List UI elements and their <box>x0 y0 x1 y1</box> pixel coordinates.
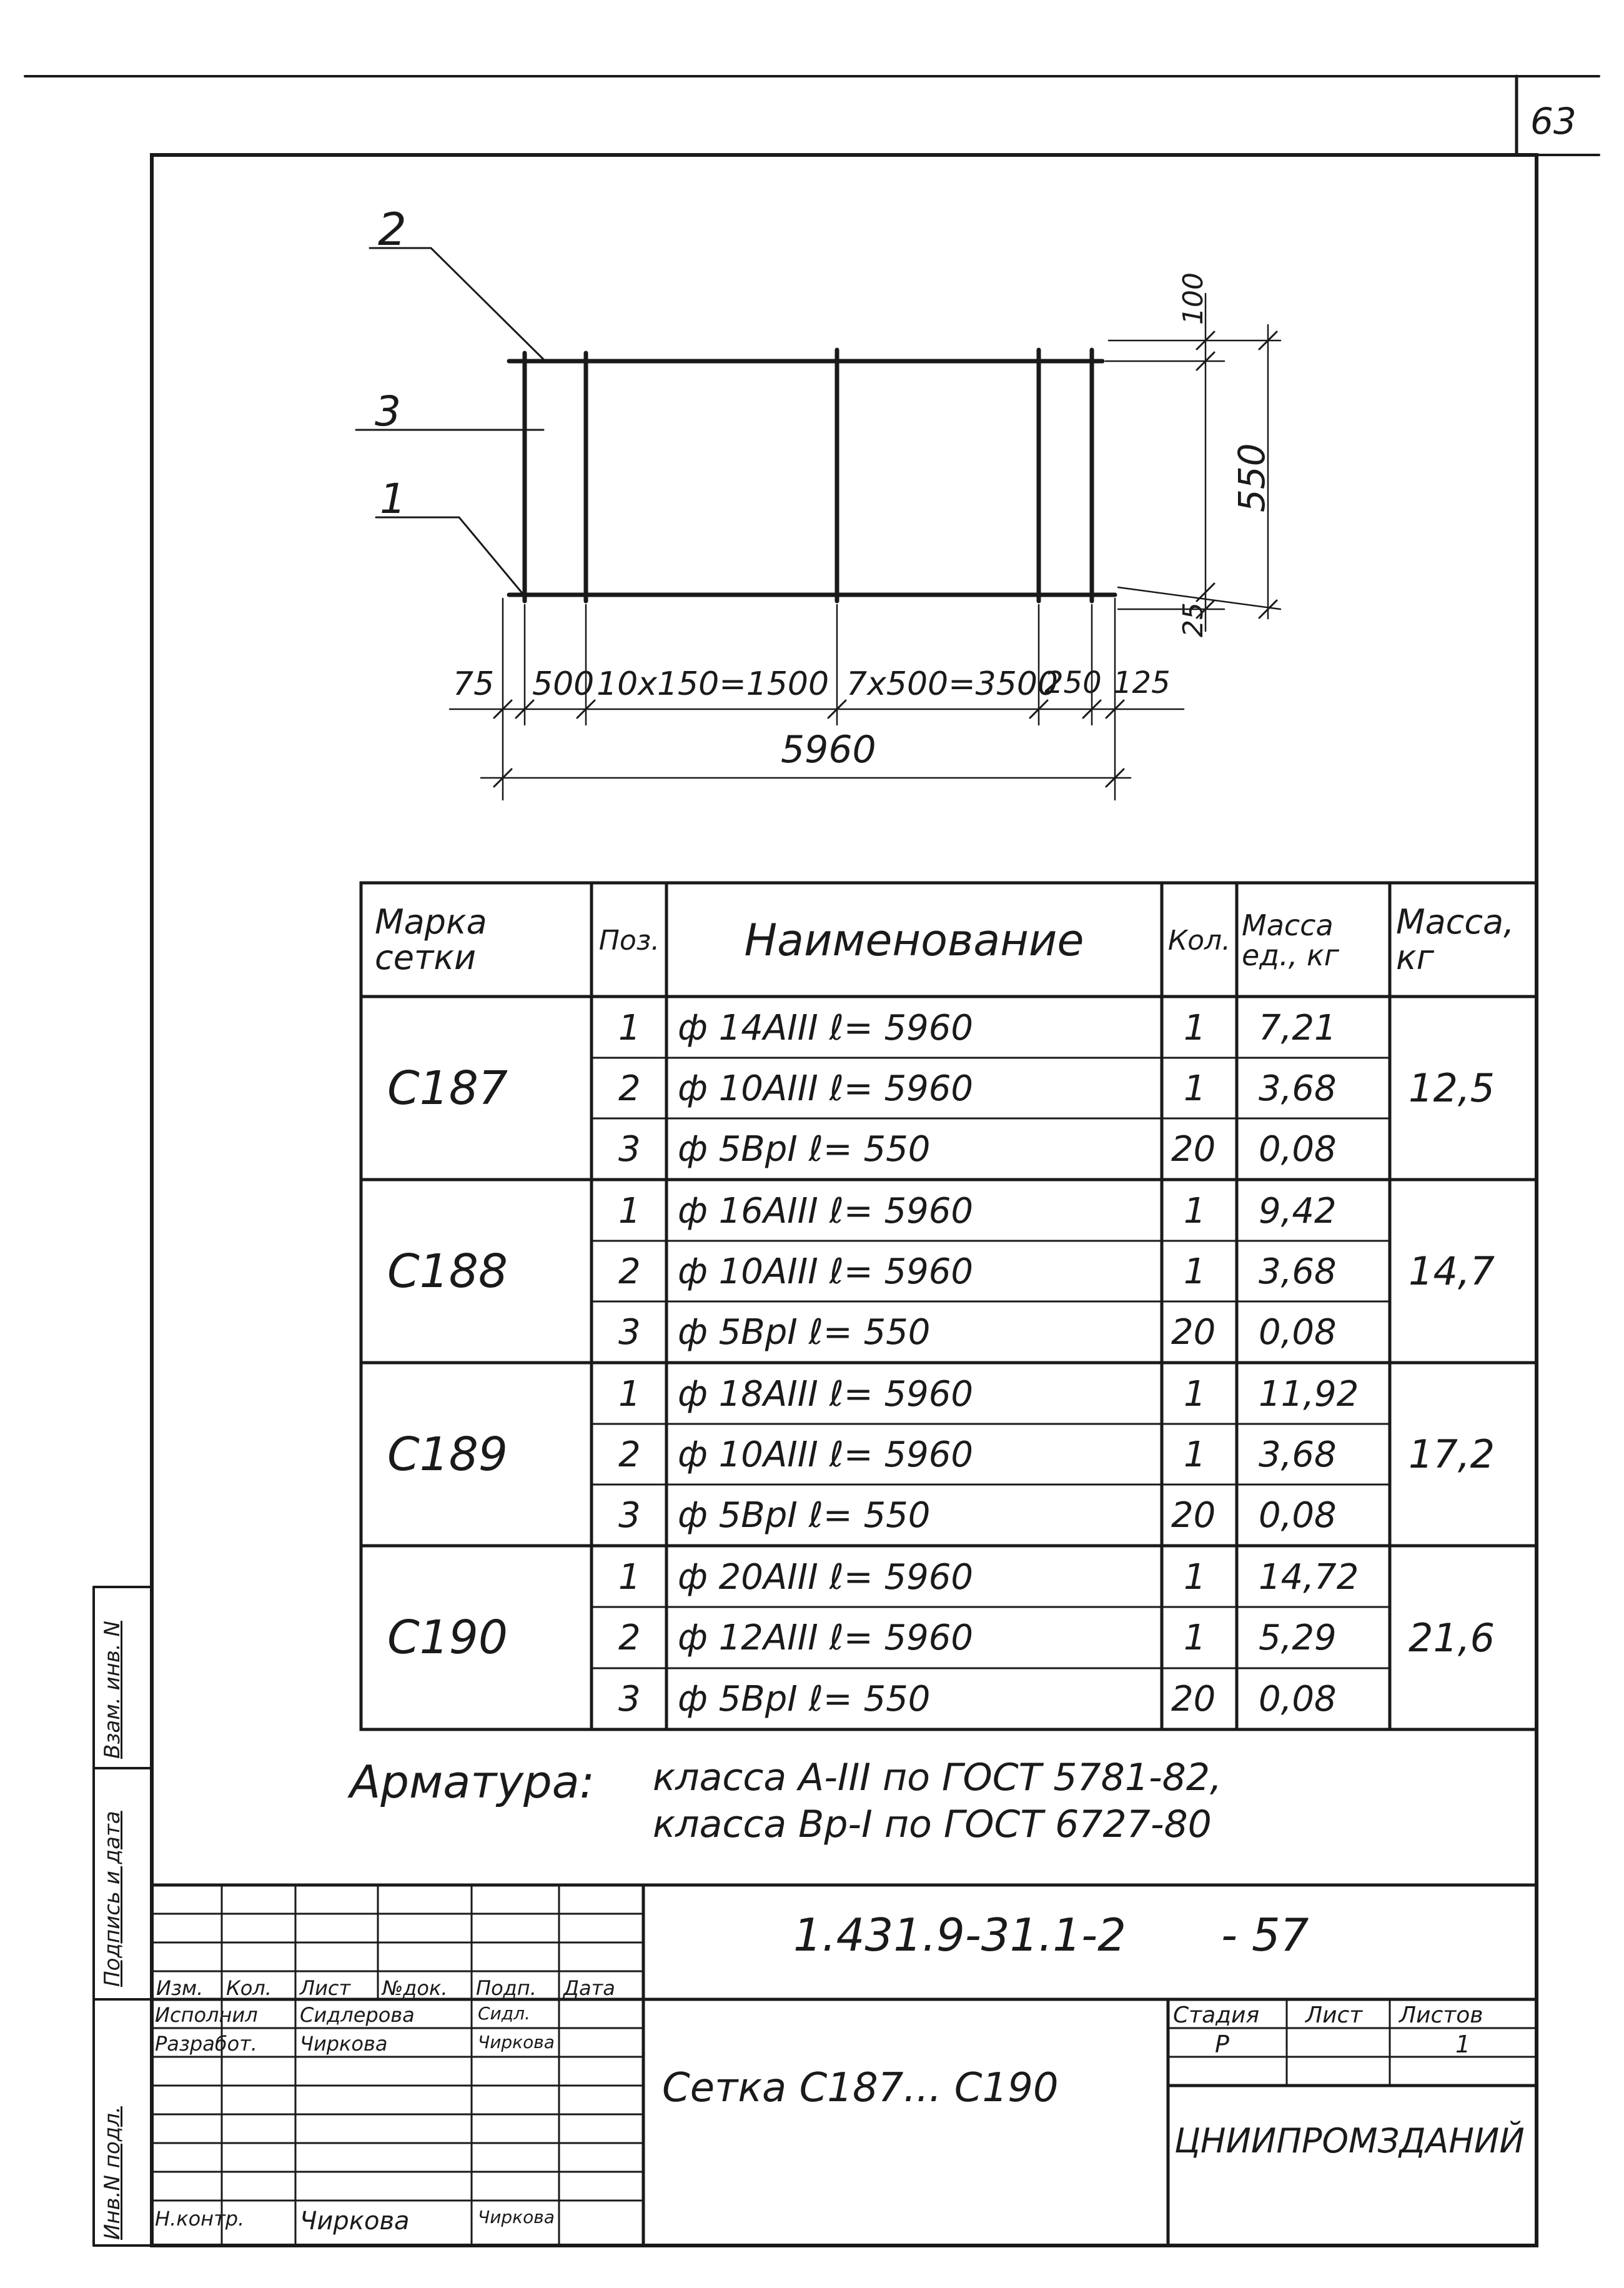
header-mark: Марка сетки <box>375 902 487 977</box>
organization-name: ЦНИИПРОМЗДАНИЙ <box>1174 2121 1525 2161</box>
stamp-role: Н.контр. <box>155 2207 245 2231</box>
table-row-unit-mass: 0,08 <box>1259 1128 1337 1170</box>
stamp-col-data: Дата <box>563 1976 615 2000</box>
table-row-qty: 1 <box>1184 1556 1206 1598</box>
stamp-col-kol: Кол. <box>226 1976 272 2000</box>
callout-2: 2 <box>378 203 407 256</box>
dim-25: 25 <box>1177 602 1209 637</box>
table-row-qty: 20 <box>1171 1495 1216 1536</box>
table-row-pos: 3 <box>618 1678 641 1719</box>
side-label-vzam-inv: Взам. инв. N <box>100 1621 125 1759</box>
dim-250: 250 <box>1044 665 1102 700</box>
table-row-unit-mass: 3,68 <box>1259 1251 1337 1292</box>
table-row-pos: 2 <box>618 1617 641 1658</box>
table-row-unit-mass: 3,68 <box>1259 1434 1337 1475</box>
table-row-unit-mass: 11,92 <box>1259 1373 1359 1415</box>
group-mass-c190: 21,6 <box>1409 1614 1495 1661</box>
table-row-qty: 1 <box>1184 1068 1206 1109</box>
dim-125: 125 <box>1113 665 1171 700</box>
stamp-person: Чиркова <box>300 2032 388 2056</box>
header-qty: Кол. <box>1167 924 1231 957</box>
table-row-name: ф 5ВрI ℓ= 550 <box>678 1311 931 1353</box>
dim-550: 550 <box>1230 443 1273 512</box>
stamp-signature: Чиркова <box>478 2032 555 2052</box>
table-row-qty: 1 <box>1184 1251 1206 1292</box>
table-row-pos: 3 <box>618 1128 641 1170</box>
table-row-pos: 2 <box>618 1434 641 1475</box>
table-row-qty: 1 <box>1184 1434 1206 1475</box>
table-row-unit-mass: 0,08 <box>1259 1311 1337 1353</box>
dim-7x500: 7x500=3500 <box>846 665 1059 703</box>
header-mass: Масса, кг <box>1396 902 1515 977</box>
table-row-name: ф 14АIII ℓ= 5960 <box>678 1007 973 1048</box>
notes-line-1: класса А-III по ГОСТ 5781-82, <box>653 1756 1222 1799</box>
table-row-qty: 1 <box>1184 1007 1206 1048</box>
stamp-signature: Сидл. <box>478 2003 530 2024</box>
table-row-unit-mass: 0,08 <box>1259 1495 1337 1536</box>
table-row-pos: 3 <box>618 1311 641 1353</box>
table-row-unit-mass: 14,72 <box>1259 1556 1359 1598</box>
stamp-role: Разработ. <box>155 2032 257 2056</box>
stamp-role: Исполнил <box>155 2003 258 2027</box>
stamp-signature: Чиркова <box>478 2207 555 2227</box>
header-pos: Поз. <box>598 924 660 957</box>
dim-75: 75 <box>453 665 495 703</box>
rebar-mesh-drawing <box>356 248 1280 800</box>
stamp-col-izm: Изм. <box>156 1976 204 2000</box>
notes-line-2: класса Вр-I по ГОСТ 6727-80 <box>653 1803 1212 1846</box>
sheets-value: 1 <box>1455 2031 1471 2058</box>
dim-5960: 5960 <box>781 728 876 772</box>
table-row-pos: 1 <box>618 1373 641 1415</box>
table-row-name: ф 10АIII ℓ= 5960 <box>678 1434 973 1475</box>
table-row-unit-mass: 3,68 <box>1259 1068 1337 1109</box>
table-row-name: ф 12АIII ℓ= 5960 <box>678 1617 973 1658</box>
stage-header: Стадия <box>1173 2002 1260 2028</box>
sheet-header: Лист <box>1305 2002 1363 2028</box>
table-row-qty: 1 <box>1184 1617 1206 1658</box>
group-mass-c189: 17,2 <box>1409 1431 1495 1477</box>
table-row-unit-mass: 7,21 <box>1259 1007 1337 1048</box>
table-row-pos: 2 <box>618 1068 641 1109</box>
table-row-pos: 2 <box>618 1251 641 1292</box>
table-row-unit-mass: 5,29 <box>1259 1617 1337 1658</box>
table-row-name: ф 18АIII ℓ= 5960 <box>678 1373 973 1415</box>
table-row-qty: 20 <box>1171 1311 1216 1353</box>
table-row-qty: 1 <box>1184 1190 1206 1231</box>
table-row-qty: 20 <box>1171 1678 1216 1719</box>
table-row-name: ф 10АIII ℓ= 5960 <box>678 1251 973 1292</box>
table-row-name: ф 10АIII ℓ= 5960 <box>678 1068 973 1109</box>
stage-value: Р <box>1215 2031 1229 2058</box>
table-row-name: ф 16АIII ℓ= 5960 <box>678 1190 973 1231</box>
header-unit-mass: Масса ед., кг <box>1242 908 1339 972</box>
table-row-name: ф 5ВрI ℓ= 550 <box>678 1495 931 1536</box>
sheets-header: Листов <box>1399 2002 1483 2028</box>
callout-3: 3 <box>375 387 401 435</box>
table-row-name: ф 5ВрI ℓ= 550 <box>678 1128 931 1170</box>
dim-10x150: 10x150=1500 <box>597 665 829 703</box>
doc-code: 1.431.9-31.1-2 <box>793 1909 1126 1961</box>
side-label-inv-podl: Инв.N подл. <box>100 2106 125 2240</box>
table-row-qty: 20 <box>1171 1128 1216 1170</box>
table-row-name: ф 20АIII ℓ= 5960 <box>678 1556 973 1598</box>
sheet-ref: - 57 <box>1221 1909 1309 1961</box>
doc-title: Сетка С187... С190 <box>662 2065 1059 2111</box>
stamp-col-list: Лист <box>300 1976 351 2000</box>
table-row-pos: 1 <box>618 1007 641 1048</box>
group-mass-c188: 14,7 <box>1409 1248 1495 1294</box>
group-mark-c189: С189 <box>387 1427 508 1481</box>
table-row-pos: 3 <box>618 1495 641 1536</box>
dim-500: 500 <box>532 665 595 703</box>
stamp-person: Сидлерова <box>300 2003 415 2027</box>
stamp-col-ndoc: №док. <box>382 1976 448 2000</box>
group-mark-c188: С188 <box>387 1244 508 1298</box>
table-row-unit-mass: 0,08 <box>1259 1678 1337 1719</box>
group-mass-c187: 12,5 <box>1409 1065 1495 1111</box>
stamp-person: Чиркова <box>300 2207 410 2236</box>
callout-1: 1 <box>380 475 406 523</box>
table-row-name: ф 5ВрI ℓ= 550 <box>678 1678 931 1719</box>
side-label-podpis-data: Подпись и дата <box>100 1811 125 1987</box>
table-row-pos: 1 <box>618 1556 641 1598</box>
stamp-col-podp: Подп. <box>476 1976 537 2000</box>
dim-100: 100 <box>1177 272 1209 325</box>
table-row-unit-mass: 9,42 <box>1259 1190 1337 1231</box>
table-row-qty: 1 <box>1184 1373 1206 1415</box>
header-name: Наименование <box>744 915 1084 966</box>
group-mark-c190: С190 <box>387 1611 508 1664</box>
table-row-pos: 1 <box>618 1190 641 1231</box>
notes-label: Арматура: <box>350 1756 595 1808</box>
group-mark-c187: С187 <box>387 1061 508 1115</box>
page-number: 63 <box>1530 100 1577 142</box>
